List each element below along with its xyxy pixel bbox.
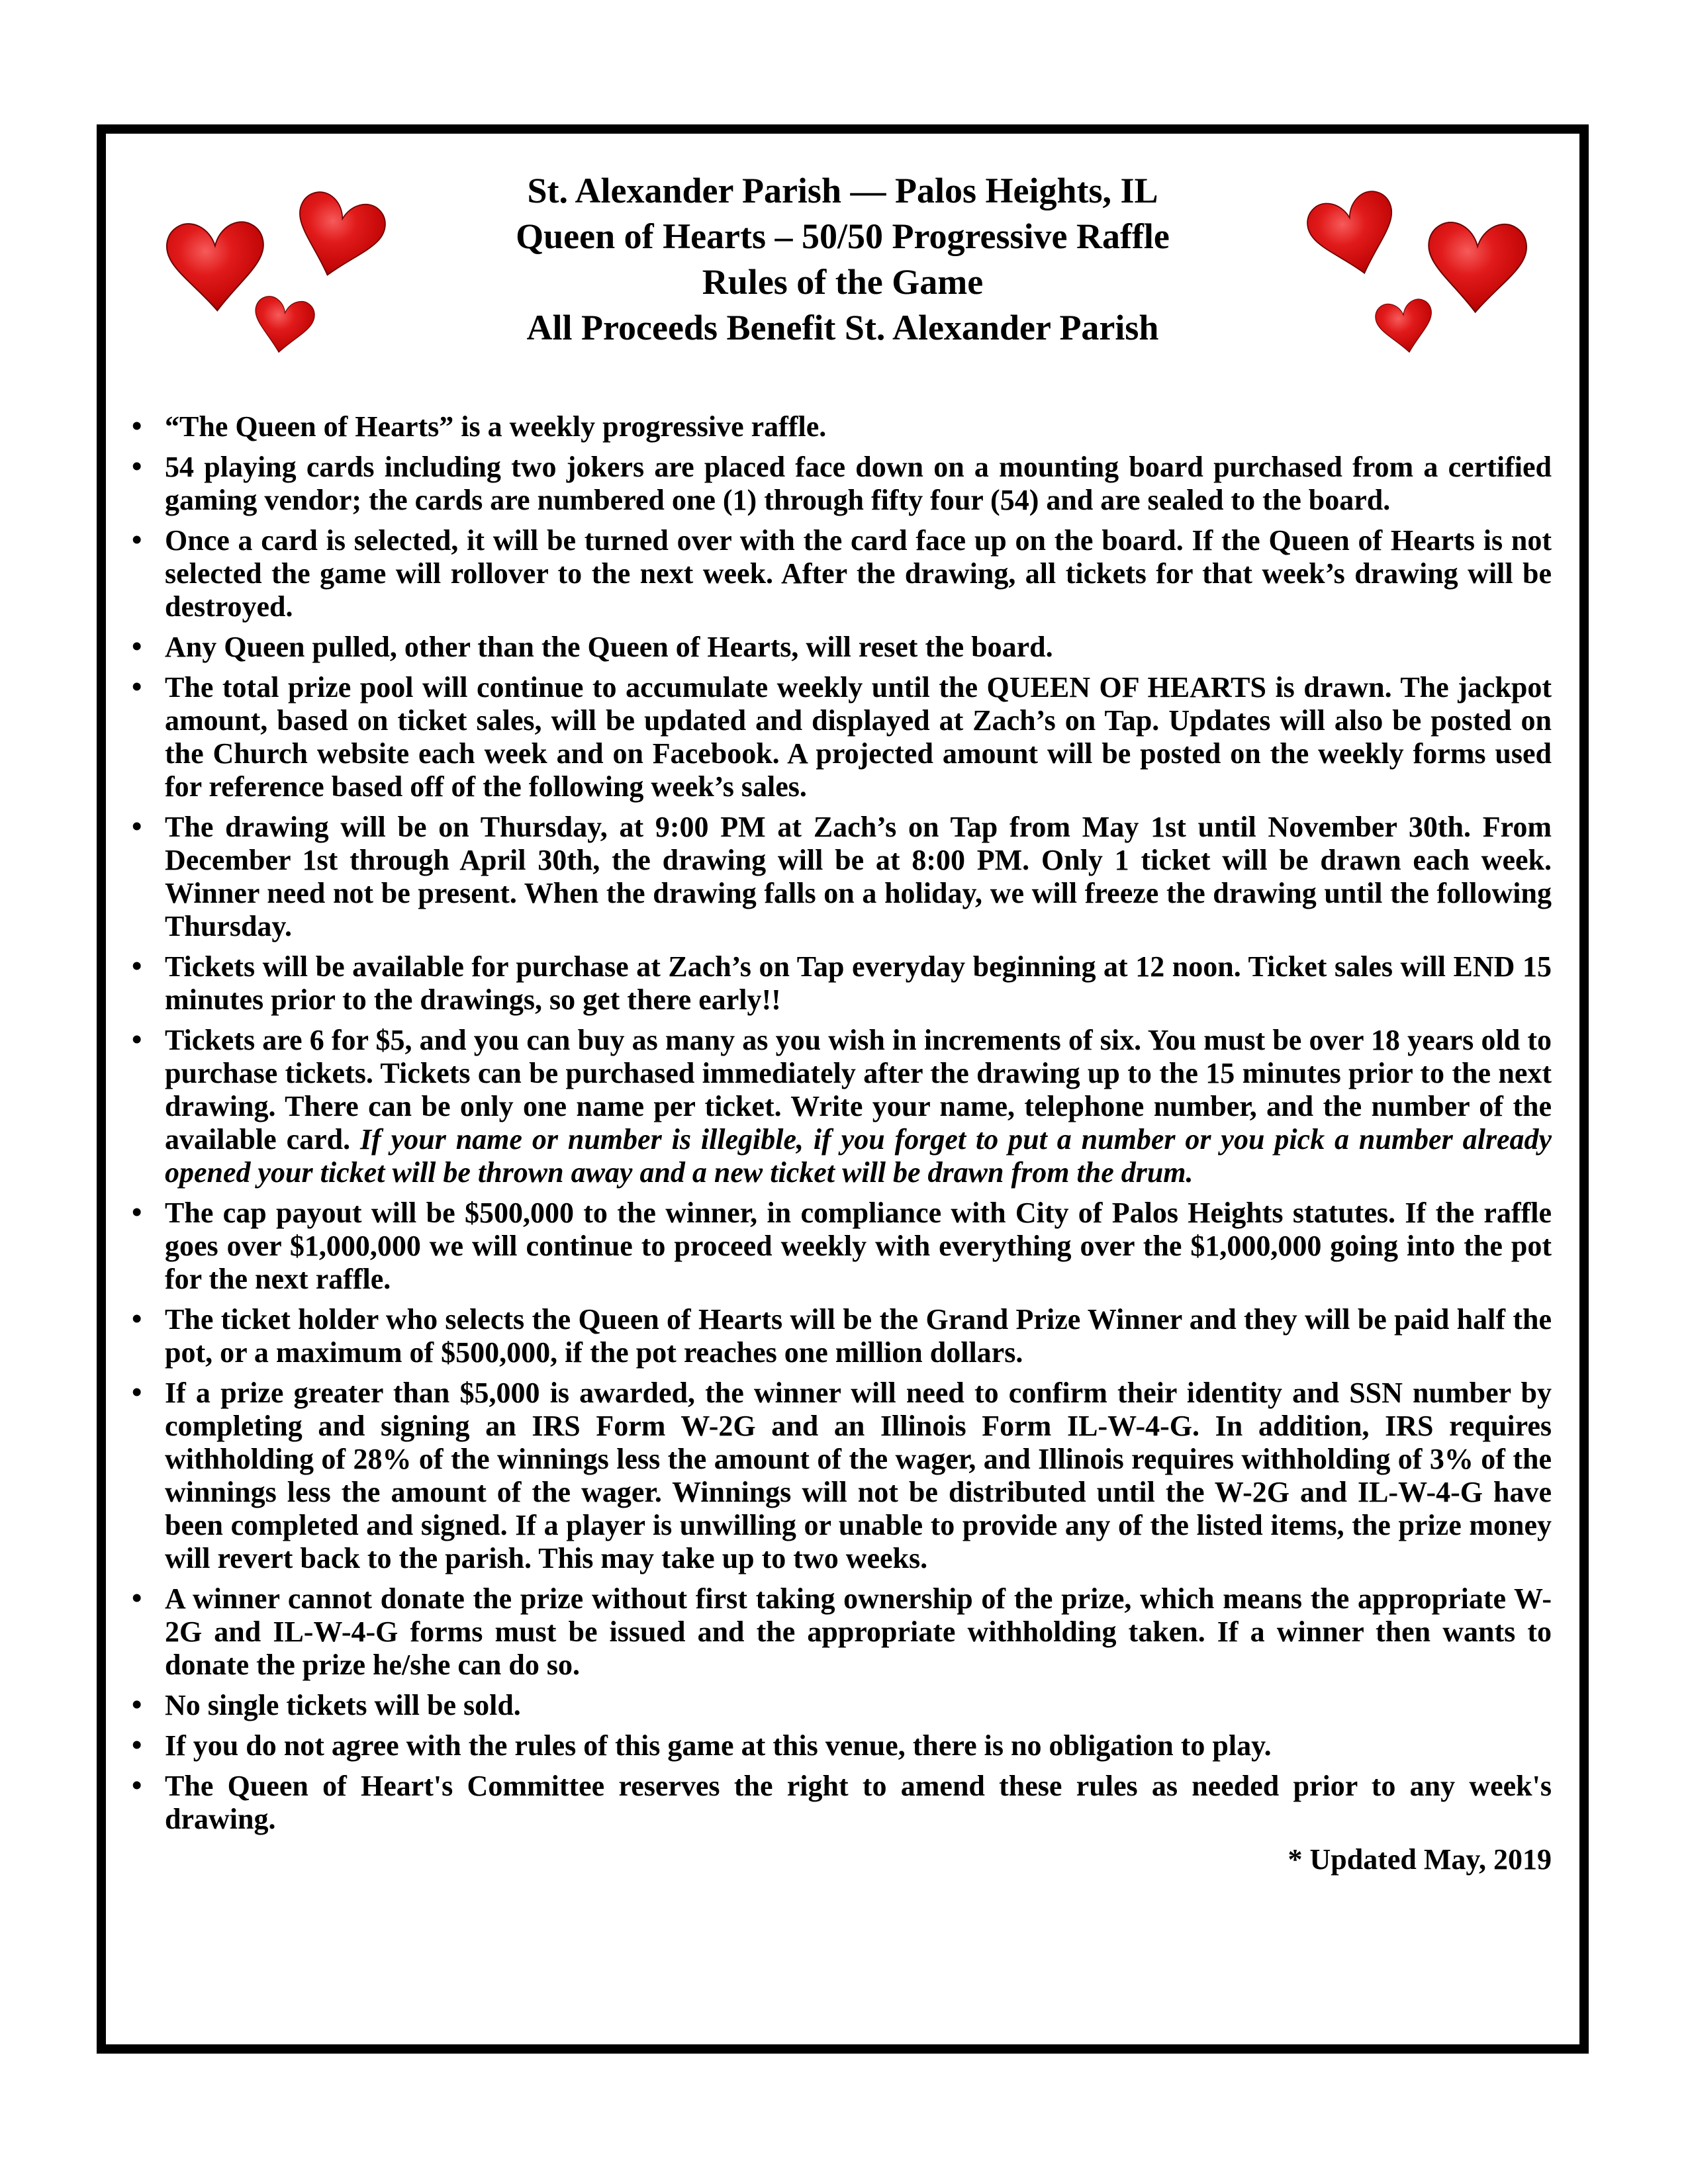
title-line-rules: Rules of the Game [702,262,984,302]
rule-item [165,410,1552,443]
rule-item [165,671,1552,803]
rule-text: “The Queen of Hearts” is a weekly progressive raffle. [165,410,827,443]
rule-text: Tickets will be available for purchase at Zach’s on Tap everyday beginning at 12 noon. Ticket sales will END 15 minutes prior to the drawings, so get there early!! [165,950,1552,1016]
rule-item [165,1582,1552,1682]
rule-item [165,451,1552,517]
rule-text: The total prize pool will continue to accumulate weekly until the QUEEN OF HEARTS is drawn. The jackpot amount, based on ticket sales, will be updated and displayed at Zach’s on Tap. Updates will also be posted on the Church website each week and on Facebook. A projected amount will be posted on the weekly forms used for reference based off of the following week’s sales. [165,671,1552,803]
rule-item [165,1729,1552,1762]
title-line-raffle: Queen of Hearts – 50/50 Progressive Raffle [516,216,1170,256]
rule-text: No single tickets will be sold. [165,1689,521,1721]
rule-item [165,1377,1552,1575]
rule-item [165,524,1552,623]
rule-item [165,811,1552,943]
rule-text: Tickets are 6 for $5, and you can buy as many as you wish in increments of six. You must be over 18 years old to purchase tickets. Tickets can be purchased immediately after the drawing up to the 15 minutes prior to the next drawing. There can be only one name per ticket. Write your name, telephone number, and the number of the available card. [165,1024,1552,1156]
rule-text: The ticket holder who selects the Queen of Hearts will be the Grand Prize Winner and they will be paid half the pot, or a maximum of $500,000, if the pot reaches one million dollars. [165,1303,1552,1369]
rule-item [165,1197,1552,1296]
rule-text: Once a card is selected, it will be turned over with the card face up on the board. If the Queen of Hearts is not selected the game will rollover to the next week. After the drawing, all tickets for that week’s drawing will be destroyed. [165,524,1552,623]
rule-text: Any Queen pulled, other than the Queen of Hearts, will reset the board. [165,631,1053,663]
page-title [106,168,1579,351]
updated-note: * Updated May, 2019 [1288,1843,1552,1876]
rule-item [165,631,1552,664]
rule-text: The Queen of Heart's Committee reserves the right to amend these rules as needed prior to any week's drawing. [165,1770,1552,1835]
rule-text: If a prize greater than $5,000 is awarded, the winner will need to confirm their identity and SSN number by completing and signing an IRS Form W-2G and an Illinois Form IL-W-4-G. In addition, IRS requires withholding of 28% of the winnings less the amount of the wager, and Illinois requires withholding of 3% of the winnings less the amount of the wager. Winnings will not be distributed until the W-2G and IL-W-4-G have been completed and signed. If a player is unwilling or unable to provide any of the listed items, the prize money will revert back to the parish. This may take up to two weeks. [165,1377,1552,1574]
rule-text: The drawing will be on Thursday, at 9:00 PM at Zach’s on Tap from May 1st until November 30th. From December 1st through April 30th, the drawing will be at 8:00 PM. Only 1 ticket will be drawn each week. Winner need not be present. When the drawing falls on a holiday, we will freeze the drawing until the following Thursday. [165,811,1552,942]
rules-list [106,410,1579,1836]
title-line-proceeds: All Proceeds Benefit St. Alexander Parish [526,308,1159,347]
rule-item [165,1689,1552,1722]
rule-item [165,1770,1552,1836]
rule-item [165,1024,1552,1189]
rule-item [165,1303,1552,1369]
title-line-parish: St. Alexander Parish — Palos Heights, IL [527,171,1158,210]
rule-text: A winner cannot donate the prize without first taking ownership of the prize, which means the appropriate W-2G and IL-W-4-G forms must be issued and the appropriate withholding taken. If a winner then wants to donate the prize he/she can do so. [165,1582,1552,1681]
rule-text: The cap payout will be $500,000 to the winner, in compliance with City of Palos Heights statutes. If the raffle goes over $1,000,000 we will continue to proceed weekly with everything over the $1,000,000 going into the pot for the next raffle. [165,1197,1552,1295]
rule-text-italic: If your name or number is illegible, if you forget to put a number or you pick a number already opened your ticket will be thrown away and a new ticket will be drawn from the drum. [165,1123,1552,1189]
rule-text: 54 playing cards including two jokers are placed face down on a mounting board purchased from a certified gaming vendor; the cards are numbered one (1) through fifty four (54) and are sealed to the board. [165,451,1552,516]
rule-item [165,950,1552,1017]
rule-text: If you do not agree with the rules of this game at this venue, there is no obligation to play. [165,1729,1272,1762]
page-border-frame [97,124,1589,2054]
